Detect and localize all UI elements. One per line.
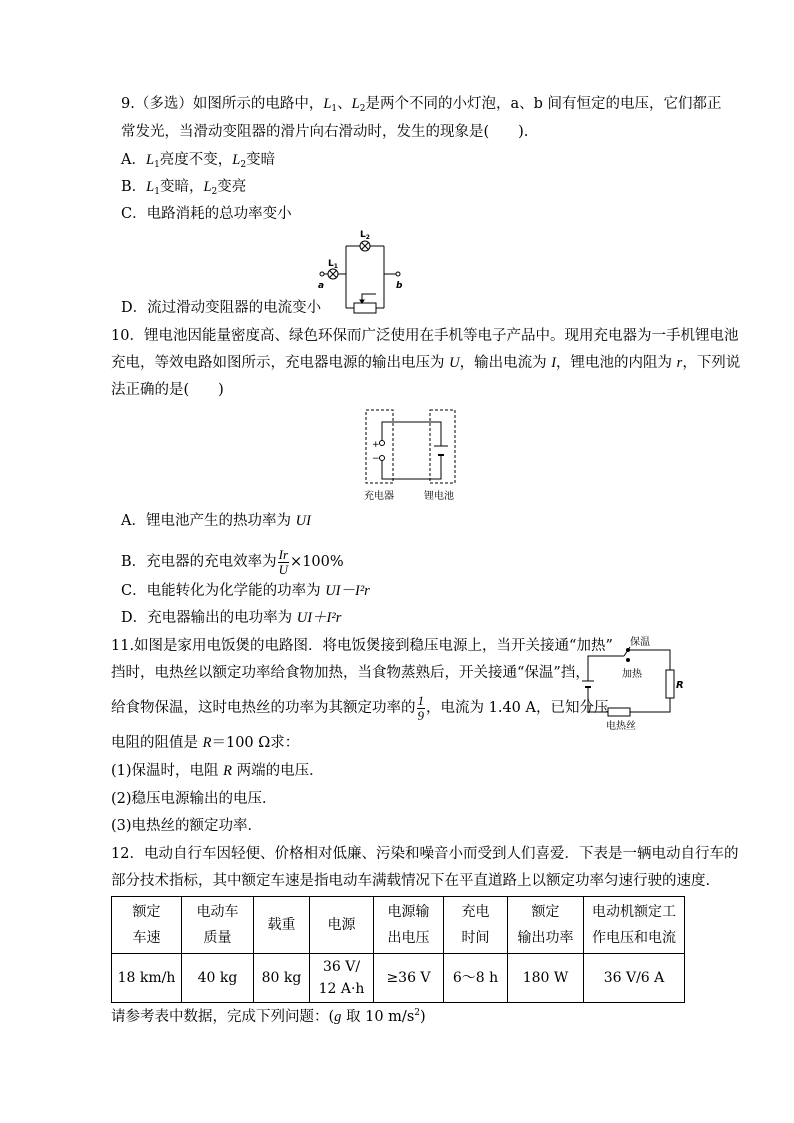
charger-negative-terminal: [380, 456, 385, 461]
header-text: 电源输: [387, 904, 430, 920]
symbol-r: R: [202, 735, 212, 751]
option-text: 亮度不变，: [159, 152, 233, 168]
table-row: [112, 954, 685, 1003]
header-text: 电源: [327, 917, 356, 933]
note-text: 取 10 m/s: [341, 1008, 415, 1025]
resistor-r: [666, 670, 674, 698]
option-text: 变亮: [217, 179, 247, 195]
keep-warm-label: 保温: [630, 637, 650, 648]
q10-option-c: [121, 581, 370, 601]
header-text: 电动机额定工: [592, 904, 676, 920]
q9-option-b: [121, 177, 246, 202]
cell-text: 6～8 h: [452, 970, 499, 986]
note-text: 请参考表中数据，完成下列问题：(: [111, 1008, 335, 1025]
heating-wire: [608, 708, 630, 716]
svg-text:L1: [328, 259, 338, 270]
q10-stem-line2: [111, 353, 740, 373]
symbol-r: r: [676, 355, 683, 371]
label-l1: L: [328, 259, 334, 269]
q10-stem-line1: 10．锂电池因能量密度高、绿色环保而广泛使用在手机等电子产品中。现用充电器为一手机锂电池: [111, 328, 739, 344]
q9-stem-text: 是两个不同的小灯泡，a、b 间有恒定的电压，它们都正: [365, 96, 722, 112]
option-label: B．: [121, 179, 147, 195]
header-text: 额定: [531, 904, 560, 920]
stem-text: 充电，等效电路如图所示，充电器电源的输出电压为: [111, 355, 450, 371]
q11-stem-line4: [111, 733, 299, 753]
table-header-cell: [254, 897, 310, 954]
resistor-label: R: [676, 680, 684, 691]
table-cell: [374, 954, 444, 1003]
l1-symbol: L: [145, 152, 155, 168]
q11-sub-question-1: [111, 761, 324, 781]
label-b: b: [396, 281, 403, 291]
label-a: a: [318, 281, 325, 291]
q11-sub-question-3: (3)电热丝的额定功率．: [111, 818, 263, 834]
q11-stem-line1: 11.如图是家用电饭煲的电路图．将电饭煲接到稳压电源上，当开关接通“加热”: [111, 638, 613, 654]
table-cell: [444, 954, 508, 1003]
symbol-r: R: [223, 763, 233, 779]
cell-text: 36 V/: [322, 959, 361, 975]
symbol-u: U: [449, 355, 460, 371]
table-cell: [310, 954, 374, 1003]
l1-subscript: 1: [331, 104, 338, 114]
sub-question-text: (1)保温时，电阻: [111, 763, 224, 779]
option-text: B．充电器的充电效率为: [121, 554, 277, 570]
q10-option-a: [121, 511, 311, 531]
table-header-cell: [584, 897, 685, 954]
l2-symbol: L: [203, 179, 212, 195]
stem-text: ，输出电流为: [459, 355, 552, 371]
terminal-a: [320, 272, 324, 276]
cell-text: 18 km/h: [117, 970, 176, 986]
option-text: A．锂电池产生的热功率为: [121, 513, 296, 529]
q9-circuit-diagram: [312, 226, 414, 314]
q9-option-d: D．流过滑动变阻器的电流变小: [121, 300, 322, 316]
symbol-i: I: [551, 355, 557, 371]
option-text: C．电能转化为化学能的功率为: [121, 583, 326, 599]
table-cell: [182, 954, 254, 1003]
charger-positive-terminal: [380, 441, 385, 446]
heat-label: 加热: [622, 669, 642, 680]
cell-text: 36 V/6 A: [603, 970, 665, 986]
table-header-cell: [112, 897, 182, 954]
label-l1-sub: 1: [333, 263, 338, 270]
note-superscript: 2: [414, 1008, 420, 1018]
separator: 、: [337, 96, 352, 112]
efficiency-fraction: [278, 548, 289, 577]
l2-symbol: L: [232, 152, 241, 168]
header-text: 额定: [132, 904, 161, 920]
stem-text: 电阻的阻值是: [111, 735, 203, 751]
option-label: A．: [121, 152, 146, 168]
table-cell: [254, 954, 310, 1003]
header-text: 质量: [203, 930, 232, 946]
heating-wire-label: 电热丝: [606, 721, 636, 732]
e-bike-spec-table: [111, 896, 685, 1003]
l1-subscript: 1: [154, 160, 160, 170]
q12-note: [111, 1003, 426, 1027]
svg-text:L2: [360, 230, 370, 241]
q10-option-d: [121, 608, 341, 628]
header-text: 车速: [132, 930, 161, 946]
plus-label: +: [372, 440, 380, 450]
table-cell: [508, 954, 584, 1003]
option-expression: UI－I²r: [325, 583, 370, 599]
header-text: 输出功率: [517, 930, 574, 946]
rheostat: [354, 303, 376, 313]
l2-subscript: 2: [211, 187, 218, 197]
q11-sub-question-2: (2)稳压电源输出的电压．: [111, 791, 277, 807]
l2-subscript: 2: [359, 104, 366, 114]
q12-stem-line2: 部分技术指标，其中额定车速是指电动车满载情况下在平直道路上以额定功率匀速行驶的速度.: [111, 873, 711, 889]
fraction-denominator: 9: [417, 707, 424, 723]
charger-label: 充电器: [364, 491, 394, 502]
label-l2: L: [360, 230, 366, 240]
fraction-numerator: Ir: [278, 546, 289, 562]
cell-text: ≥36 V: [386, 970, 431, 986]
stem-text: ，电流为 1.40 A，已知分压: [426, 700, 609, 716]
q9-option-c: C．电路消耗的总功率变小: [121, 206, 292, 222]
sub-question-text: 两端的电压．: [232, 763, 324, 779]
q10-circuit-diagram: [362, 406, 468, 504]
table-header-cell: [310, 897, 374, 954]
table-header-cell: [182, 897, 254, 954]
power-fraction: [417, 694, 426, 723]
note-text: ): [420, 1008, 426, 1025]
header-text: 充电: [461, 904, 490, 920]
q11-stem-line3: [111, 690, 608, 726]
option-expression: UI: [295, 513, 311, 529]
option-text: ×100%: [290, 554, 344, 570]
table-cell: [584, 954, 685, 1003]
q9-stem-text: 9.（多选）如图所示的电路中，: [121, 96, 324, 112]
option-expression: UI＋I²r: [296, 610, 342, 626]
header-text: 载重: [267, 917, 296, 933]
option-text: 变暗，: [159, 179, 204, 195]
q10-option-b: [121, 544, 344, 580]
option-text: D．充电器输出的电功率为: [121, 610, 297, 626]
q9-stem-line2: 常发光，当滑动变阻器的滑片向右滑动时，发生的现象是( ).: [121, 124, 529, 140]
cell-text: 40 kg: [197, 970, 238, 986]
fraction-numerator: 1: [417, 692, 424, 708]
q12-stem-line1: 12．电动自行车因轻便、价格相对低廉、污染和噪音小而受到人们喜爱．下表是一辆电动自行车的: [111, 846, 739, 862]
stem-text: ，锂电池的内阻为: [556, 355, 677, 371]
table-header-cell: [508, 897, 584, 954]
l2-symbol: L: [351, 96, 360, 112]
stem-text: ＝100 Ω求：: [211, 735, 300, 751]
fraction-denominator: U: [278, 561, 289, 577]
cell-text: 12 A·h: [318, 981, 365, 997]
header-text: 时间: [461, 930, 490, 946]
minus-label: −: [372, 454, 380, 464]
table-header-cell: [374, 897, 444, 954]
l1-subscript: 1: [154, 187, 160, 197]
q10-stem-line3: 法正确的是( ): [111, 382, 224, 398]
label-l2-sub: 2: [365, 234, 370, 241]
cell-text: 180 W: [522, 970, 569, 986]
l1-symbol: L: [146, 179, 155, 195]
table-cell: [112, 954, 182, 1003]
option-text: 变暗: [246, 152, 276, 168]
table-header-row: [112, 897, 685, 954]
cell-text: 80 kg: [261, 970, 302, 986]
symbol-g: g: [334, 1008, 342, 1025]
stem-text: ，下列说: [682, 355, 741, 371]
terminal-b: [396, 272, 400, 276]
stem-text: 给食物保温，这时电热丝的功率为其额定功率的: [111, 700, 416, 716]
header-text: 出电压: [387, 930, 430, 946]
table-header-cell: [444, 897, 508, 954]
l1-symbol: L: [323, 96, 332, 112]
battery-label: 锂电池: [424, 491, 454, 502]
q11-circuit-diagram: [578, 632, 688, 734]
q9-stem-line1: [121, 94, 722, 119]
header-text: 电动车: [196, 904, 239, 920]
q9-option-a: [121, 150, 275, 175]
q11-stem-line2: 挡时，电热丝以额定功率给食物加热，当食物蒸熟后，开关接通“保温”挡，: [111, 665, 590, 681]
l2-subscript: 2: [240, 160, 247, 170]
header-text: 作电压和电流: [592, 930, 676, 946]
